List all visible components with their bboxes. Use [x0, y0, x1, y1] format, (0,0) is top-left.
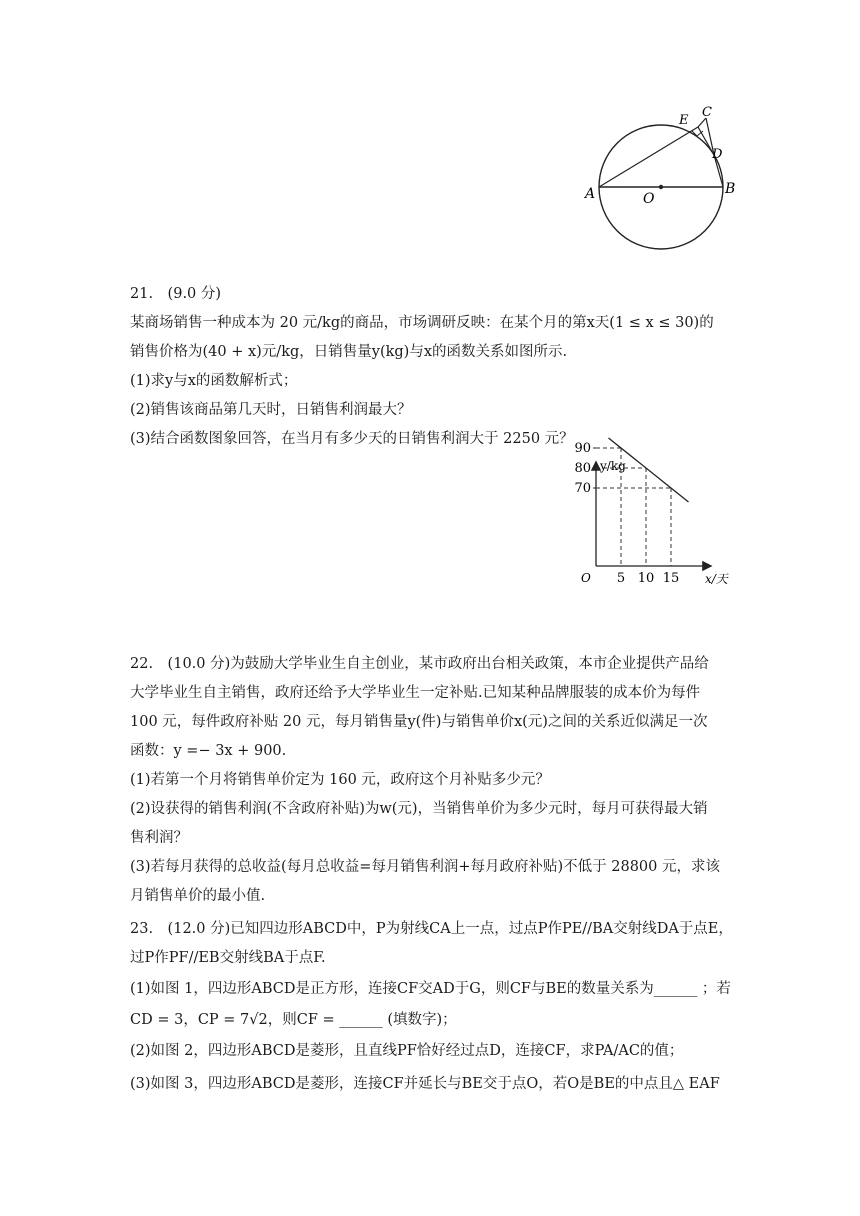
q21-line-5: (3)结合函数图象回答，在当月有多少天的日销售利润大于 2250 元？ [130, 431, 574, 447]
q22-line-7: 售利润？ [130, 830, 188, 846]
q22-line-9: 月销售单价的最小值. [130, 888, 266, 904]
sales-chart [560, 441, 750, 590]
q23-line-1: 23. (12.0 分)已知四边形ABCD中，P为射线CA上一点，过点P作PE//BA交射线DA于点E， [130, 921, 733, 937]
q23-line-5: (2)如图 2，四边形ABCD是菱形，且直线PF恰好经过点D，连接CF，求PA/AC的值； [130, 1043, 684, 1059]
y-axis-label: y/kg [600, 459, 626, 473]
q21-line-4: (2)销售该商品第几天时，日销售利润最大？ [130, 402, 412, 418]
label-c: C [702, 105, 712, 120]
q22-line-3: 100 元，每件政府补贴 20 元，每月销售量y(件)与销售单价x(元)之间的关系近似满足一次 [130, 714, 708, 730]
origin-label: O [581, 571, 591, 585]
q22-line-2: 大学毕业生自主销售，政府还给予大学毕业生一定补贴.已知某种品牌服装的成本价为每件 [130, 685, 701, 701]
x-axis-label: x/天 [705, 572, 728, 586]
q21-line-3: (1)求y与x的函数解析式； [130, 373, 298, 389]
q23-line-2: 过P作PF//EB交射线BA于点F. [130, 950, 326, 966]
chord-ae [599, 127, 698, 187]
q22-line-1: 22. (10.0 分)为鼓励大学毕业生自主创业，某市政府出台相关政策，本市企业提供产品给 [130, 656, 709, 672]
label-d: D [712, 147, 723, 162]
q21-heading: 21. (9.0 分) [130, 286, 222, 302]
q23-line-4: CD = 3，CP = 7√2，则CF = ______ (填数字)； [130, 1012, 457, 1028]
x-tick-label-2: 15 [662, 571, 680, 586]
q21-line-1: 某商场销售一种成本为 20 元/kg的商品，市场调研反映：在某个月的第x天(1 ≤ x ≤ 30)的 [130, 315, 714, 331]
circle-figure [578, 100, 748, 260]
y-tick-label-1: 80 [574, 461, 591, 476]
label-a: A [585, 186, 596, 202]
label-e: E [679, 113, 689, 128]
center-dot [659, 185, 663, 189]
y-tick-label-2: 70 [574, 481, 591, 496]
x-tick-label-0: 5 [616, 571, 626, 586]
q22-line-8: (3)若每月获得的总收益(每月总收益=每月销售利润+每月政府补贴)不低于 28800 元，求该 [130, 859, 720, 875]
q22-line-6: (2)设获得的销售利润(不含政府补贴)为w(元)，当销售单价为多少元时，每月可获得最大销 [130, 801, 708, 817]
q22-line-5: (1)若第一个月将销售单价定为 160 元，政府这个月补贴多少元？ [130, 772, 550, 788]
q21-line-2: 销售价格为(40 + x)元/kg，日销售量y(kg)与x的函数关系如图所示. [130, 344, 568, 360]
y-tick-label-0: 90 [574, 441, 591, 456]
x-tick-label-1: 10 [637, 571, 655, 586]
q22-line-4: 函数：y =− 3x + 900. [130, 743, 287, 759]
label-b: B [725, 181, 736, 197]
q23-line-6: (3)如图 3，四边形ABCD是菱形，连接CF并延长与BE交于点O，若O是BE的中点且△ EAF [130, 1076, 720, 1092]
q23-line-3: (1)如图 1，四边形ABCD是正方形，连接CF交AD于G，则CF与BE的数量关系为______ ；若 [130, 981, 731, 997]
label-o: O [643, 191, 655, 207]
